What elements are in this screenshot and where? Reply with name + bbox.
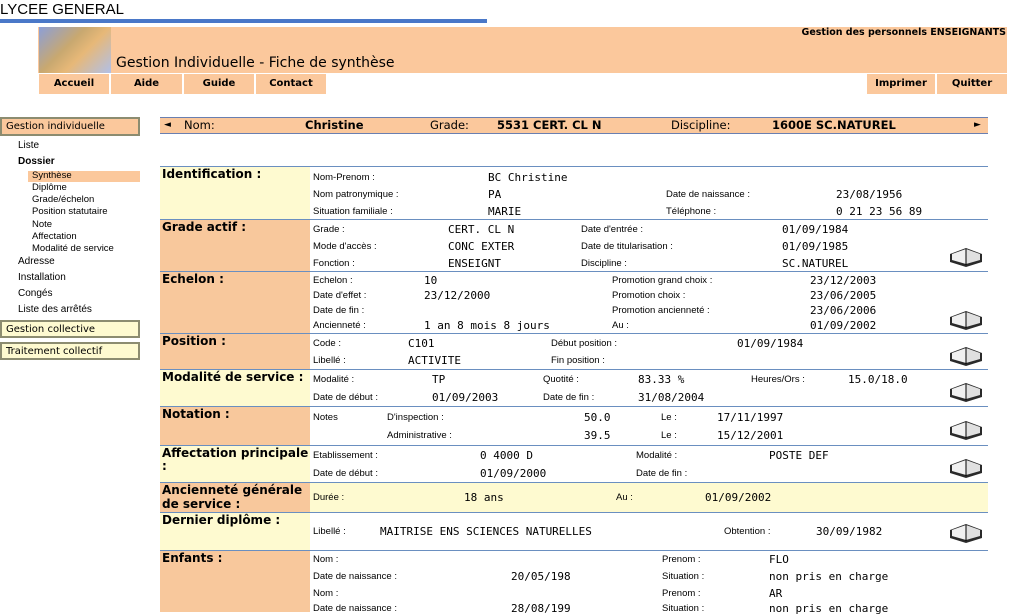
note-inspection-label: D'inspection : — [387, 412, 444, 423]
mode-acces-label: Mode d'accès : — [313, 241, 377, 252]
nom-prenom-value: BC Christine — [488, 171, 568, 184]
enfant-prenom-value: FLO — [769, 553, 789, 566]
modalite-label: Modalité : — [313, 374, 355, 385]
grade-section-label — [160, 220, 310, 271]
mode-acces-value: CONC EXTER — [448, 240, 515, 253]
debut-position-value: 01/09/1984 — [737, 337, 804, 350]
promotion-choix-label: Promotion choix : — [612, 290, 686, 301]
etablissement-value: 0 4000 D — [480, 449, 533, 462]
anciennete-au-label: Au : — [616, 492, 633, 503]
grade-value: CERT. CL N — [448, 223, 515, 236]
identification-section-label — [160, 167, 310, 219]
modalite-date-fin-value: 31/08/2004 — [638, 391, 705, 404]
echelon-book-icon[interactable] — [948, 305, 984, 331]
date-effet-value: 23/12/2000 — [424, 289, 491, 302]
enfant-naissance-value: 28/08/199 — [511, 602, 571, 615]
sidebar-sub-grade-echelon[interactable]: Grade/échelon — [32, 194, 95, 205]
modalite-book-icon[interactable] — [948, 377, 984, 403]
quit-button[interactable]: Quitter — [936, 74, 1007, 94]
sidebar-gestion-collective[interactable]: Gestion collective — [0, 320, 140, 338]
enfant-naissance-label: Date de naissance : — [313, 571, 397, 582]
top-divider — [0, 19, 487, 23]
enfant-prenom-value: AR — [769, 587, 783, 600]
sidebar-gestion-individuelle[interactable]: Gestion individuelle — [0, 117, 140, 136]
affectation-section-label — [160, 446, 310, 482]
note-administrative-label: Administrative : — [387, 430, 452, 441]
nom-prenom-label: Nom-Prenom : — [313, 172, 375, 183]
position-code-value: C101 — [408, 337, 435, 350]
obtention-label: Obtention : — [724, 526, 771, 537]
modalite-date-debut-value: 01/09/2003 — [432, 391, 499, 404]
telephone-value: 0 21 23 56 89 — [836, 205, 923, 218]
affectation-modalite-value: POSTE DEF — [769, 449, 829, 462]
date-naissance-label: Date de naissance : — [666, 189, 750, 200]
anciennete-au-value: 01/09/2002 — [705, 491, 772, 504]
date-entree-value: 01/09/1984 — [782, 223, 849, 236]
quotite-label: Quotité : — [543, 374, 579, 385]
affectation-title: Affectation principale : — [162, 446, 309, 473]
nav-accueil-button[interactable]: Accueil — [38, 74, 109, 94]
situation-familiale-label: Situation familiale : — [313, 206, 393, 217]
position-section-label — [160, 334, 310, 369]
affectation-modalite-label: Modalité : — [636, 450, 678, 461]
sidebar-item-arretes[interactable]: Liste des arrêtés — [18, 304, 92, 315]
position-libelle-value: ACTIVITE — [408, 354, 461, 367]
etablissement-label: Etablissement : — [313, 450, 378, 461]
enfants-title: Enfants : — [162, 551, 223, 565]
enfant-naissance-label: Date de naissance : — [313, 603, 397, 614]
grade-label: Grade : — [313, 224, 345, 235]
anciennete-title-line1: Ancienneté générale — [162, 483, 303, 497]
diplome-title: Dernier diplôme : — [162, 513, 281, 527]
grade-title: Grade actif : — [162, 220, 247, 234]
record-navigation-bar — [160, 117, 988, 134]
affectation-date-debut-label: Date de début : — [313, 468, 378, 479]
enfant-situation-value: non pris en charge — [769, 570, 889, 583]
affectation-date-fin-label: Date de fin : — [636, 468, 688, 479]
record-grade-label: Grade: — [430, 118, 469, 132]
date-titularisation-label: Date de titularisation : — [581, 241, 673, 252]
diplome-book-icon[interactable] — [948, 518, 984, 544]
grade-discipline-value: SC.NATUREL — [782, 257, 849, 270]
modalite-section-label — [160, 370, 310, 406]
position-libelle-label: Libellé : — [313, 355, 346, 366]
modalite-value: TP — [432, 373, 446, 386]
note-inspection-value: 50.0 — [584, 411, 611, 424]
print-button[interactable]: Imprimer — [866, 74, 935, 94]
debut-position-label: Début position : — [551, 338, 618, 349]
modalite-date-debut-label: Date de début : — [313, 392, 378, 403]
nav-guide-button[interactable]: Guide — [183, 74, 254, 94]
enfant-nom-label: Nom : — [313, 554, 339, 565]
enfant-situation-label: Situation : — [662, 603, 705, 614]
enfant-prenom-label: Prenom : — [662, 588, 701, 599]
nom-patronymique-value: PA — [488, 188, 502, 201]
echelon-section-label — [160, 272, 310, 333]
obtention-value: 30/09/1982 — [816, 525, 883, 538]
anciennete-title-line2: de service : — [162, 497, 241, 511]
sidebar-item-conges[interactable]: Congés — [18, 288, 53, 299]
fonction-value: ENSEIGNT — [448, 257, 501, 270]
affectation-date-debut-value: 01/09/2000 — [480, 467, 547, 480]
note-inspection-date-value: 17/11/1997 — [717, 411, 784, 424]
echelon-label: Echelon : — [313, 275, 353, 286]
promotion-grand-choix-label: Promotion grand choix : — [612, 275, 713, 286]
sidebar-item-liste[interactable]: Liste — [18, 140, 40, 151]
record-grade-value: 5531 CERT. CL N — [497, 118, 602, 132]
sidebar-sub-synthese[interactable]: Synthèse — [32, 170, 72, 181]
heures-ors-label: Heures/Ors : — [751, 374, 805, 385]
note-inspection-date-label: Le : — [661, 412, 677, 423]
promotion-choix-value: 23/06/2005 — [810, 289, 877, 302]
telephone-label: Téléphone : — [666, 206, 717, 217]
enfant-prenom-label: Prenom : — [662, 554, 701, 565]
echelon-au-label: Au : — [612, 320, 629, 331]
promotion-anciennete-label: Promotion ancienneté : — [612, 305, 710, 316]
date-titularisation-value: 01/09/1985 — [782, 240, 849, 253]
sidebar-item-dossier[interactable]: Dossier — [18, 156, 55, 167]
sidebar-sub-position[interactable]: Position statutaire — [32, 206, 108, 217]
sidebar-sub-note[interactable]: Note — [32, 219, 53, 230]
anciennete-value: 1 an 8 mois 8 jours — [424, 319, 550, 332]
affectation-book-icon[interactable] — [948, 453, 984, 479]
nav-contact-button[interactable]: Contact — [255, 74, 326, 94]
note-administrative-value: 39.5 — [584, 429, 611, 442]
grade-discipline-label: Discipline : — [581, 258, 627, 269]
nav-aide-button[interactable]: Aide — [110, 74, 182, 94]
notation-section-label — [160, 407, 310, 445]
date-effet-label: Date d'effet : — [313, 290, 367, 301]
sidebar-item-installation[interactable]: Installation — [18, 272, 66, 283]
previous-record-icon[interactable]: ◄ — [164, 120, 171, 130]
nom-patronymique-label: Nom patronymique : — [313, 189, 399, 200]
note-administrative-date-value: 15/12/2001 — [717, 429, 784, 442]
notation-title: Notation : — [162, 407, 230, 421]
diplome-section-label — [160, 513, 310, 550]
anciennete-row-background — [310, 483, 988, 512]
record-discipline-value: 1600E SC.NATUREL — [772, 118, 896, 132]
record-nom-value: Christine — [305, 118, 364, 132]
echelon-date-fin-label: Date de fin : — [313, 305, 365, 316]
notes-label: Notes — [313, 412, 338, 423]
modalite-title: Modalité de service : — [162, 370, 304, 384]
position-code-label: Code : — [313, 338, 341, 349]
next-record-icon[interactable]: ► — [974, 120, 981, 130]
sidebar-sub-diplome[interactable]: Diplôme — [32, 182, 67, 193]
echelon-value: 10 — [424, 274, 438, 287]
echelon-au-value: 01/09/2002 — [810, 319, 877, 332]
record-discipline-label: Discipline: — [671, 118, 731, 132]
quotite-value: 83.33 % — [638, 373, 685, 386]
duree-label: Durée : — [313, 492, 345, 503]
enfants-section-label — [160, 551, 310, 612]
header-photo — [39, 27, 111, 73]
anciennete-section-label — [160, 483, 310, 512]
enfant-naissance-value: 20/05/198 — [511, 570, 571, 583]
app-title: LYCEE GENERAL — [0, 1, 124, 18]
anciennete-label: Ancienneté : — [313, 320, 366, 331]
fin-position-label: Fin position : — [551, 355, 605, 366]
enfant-nom-label: Nom : — [313, 588, 339, 599]
position-title: Position : — [162, 334, 226, 348]
sidebar-item-adresse[interactable]: Adresse — [18, 256, 55, 267]
modalite-date-fin-label: Date de fin : — [543, 392, 595, 403]
enfant-situation-label: Situation : — [662, 571, 705, 582]
duree-value: 18 ans — [464, 491, 504, 504]
date-entree-label: Date d'entrée : — [581, 224, 644, 235]
notation-book-icon[interactable] — [948, 415, 984, 441]
date-naissance-value: 23/08/1956 — [836, 188, 903, 201]
position-book-icon[interactable] — [948, 341, 984, 367]
record-nom-label: Nom: — [184, 118, 215, 132]
note-administrative-date-label: Le : — [661, 430, 677, 441]
module-label: Gestion des personnels ENSEIGNANTS — [801, 27, 1006, 38]
diplome-libelle-label: Libellé : — [313, 526, 346, 537]
sidebar-traitement-collectif[interactable]: Traitement collectif — [0, 342, 140, 360]
heures-ors-value: 15.0/18.0 — [848, 373, 908, 386]
sidebar-sub-affectation[interactable]: Affectation — [32, 231, 77, 242]
echelon-title: Echelon : — [162, 272, 224, 286]
grade-book-icon[interactable] — [948, 242, 984, 268]
promotion-grand-choix-value: 23/12/2003 — [810, 274, 877, 287]
page-title: Gestion Individuelle - Fiche de synthèse — [116, 55, 395, 71]
promotion-anciennete-value: 23/06/2006 — [810, 304, 877, 317]
enfant-situation-value: non pris en charge — [769, 602, 889, 615]
fonction-label: Fonction : — [313, 258, 355, 269]
sidebar-sub-modalite[interactable]: Modalité de service — [32, 243, 114, 254]
identification-title: Identification : — [162, 167, 262, 181]
situation-familiale-value: MARIE — [488, 205, 522, 218]
diplome-libelle-value: MAITRISE ENS SCIENCES NATURELLES — [380, 525, 592, 538]
